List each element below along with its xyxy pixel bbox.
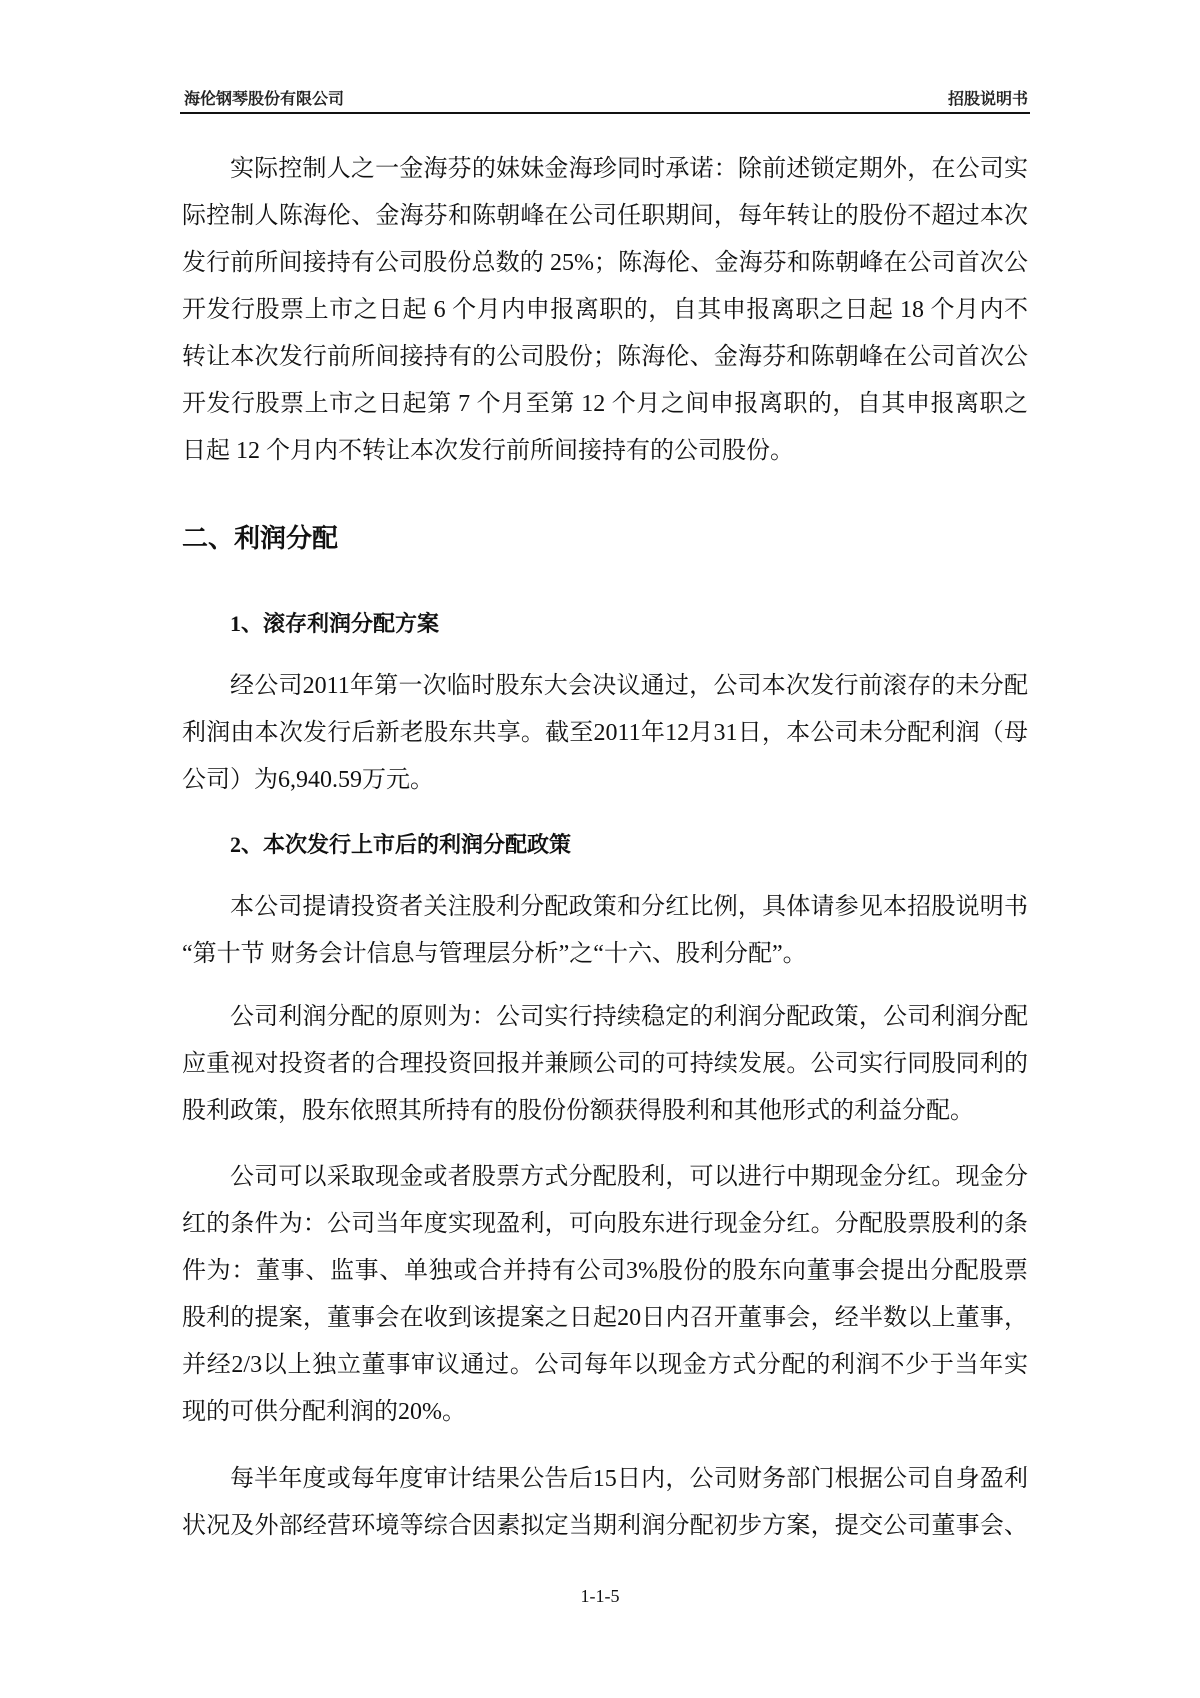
paragraph-refer bbox=[182, 884, 1028, 978]
text-line: “第十节 财务会计信息与管理层分析”之“十六、股利分配”。 bbox=[182, 941, 807, 967]
paragraph-principle bbox=[182, 994, 1028, 1135]
paragraph-procedure bbox=[182, 1456, 1028, 1550]
text-line: 股利政策，股东依照其所持有的股份份额获得股利和其他形式的利益分配。 bbox=[182, 1098, 974, 1124]
text-line: 现的可供分配利润的20%。 bbox=[182, 1399, 466, 1425]
text-line: 开发行股票上市之日起 6 个月内申报离职的，自其申报离职之日起 18 个月内不 bbox=[182, 297, 1028, 323]
text-line: 际控制人陈海伦、金海芬和陈朝峰在公司任职期间，每年转让的股份不超过本次 bbox=[182, 203, 1028, 229]
text-line: 公司）为6,940.59万元。 bbox=[182, 767, 434, 793]
section-heading: 二、利润分配 bbox=[182, 524, 339, 553]
text-line: 日起 12 个月内不转让本次发行前所间接持有的公司股份。 bbox=[182, 438, 794, 464]
text-line: 开发行股票上市之日起第 7 个月至第 12 个月之间申报离职的，自其申报离职之 bbox=[182, 391, 1028, 417]
text-line: 公司利润分配的原则为：公司实行持续稳定的利润分配政策，公司利润分配 bbox=[230, 1004, 1028, 1030]
text-line: 并经2/3以上独立董事审议通过。公司每年以现金方式分配的利润不少于当年实 bbox=[182, 1352, 1028, 1378]
text-line: 应重视对投资者的合理投资回报并兼顾公司的可持续发展。公司实行同股同利的 bbox=[182, 1051, 1028, 1077]
text-line: 件为：董事、监事、单独或合并持有公司3%股份的股东向董事会提出分配股票 bbox=[182, 1258, 1028, 1284]
text-line: 实际控制人之一金海芬的妹妹金海珍同时承诺：除前述锁定期外，在公司实 bbox=[230, 156, 1028, 182]
text-line: 本公司提请投资者关注股利分配政策和分红比例，具体请参见本招股说明书 bbox=[230, 894, 1028, 920]
subheading-dividend-policy: 2、本次发行上市后的利润分配政策 bbox=[230, 832, 572, 857]
page-number: 1-1-5 bbox=[580, 1586, 620, 1606]
text-line: 状况及外部经营环境等综合因素拟定当期利润分配初步方案，提交公司董事会、 bbox=[182, 1513, 1028, 1539]
header-company-name: 海伦钢琴股份有限公司 bbox=[184, 91, 345, 108]
text-line: 经公司2011年第一次临时股东大会决议通过，公司本次发行前滚存的未分配 bbox=[230, 673, 1028, 699]
header-document-type: 招股说明书 bbox=[947, 91, 1028, 108]
paragraph-lockup-commitment bbox=[182, 146, 1028, 475]
text-line: 每半年度或每年度审计结果公告后15日内，公司财务部门根据公司自身盈利 bbox=[230, 1466, 1028, 1492]
paragraph-retained-profit bbox=[182, 663, 1028, 804]
paragraph-methods bbox=[182, 1154, 1028, 1436]
text-line: 红的条件为：公司当年度实现盈利，可向股东进行现金分红。分配股票股利的条 bbox=[182, 1211, 1028, 1237]
text-line: 转让本次发行前所间接持有的公司股份；陈海伦、金海芬和陈朝峰在公司首次公 bbox=[182, 344, 1028, 370]
header-divider bbox=[180, 112, 1030, 114]
text-line: 公司可以采取现金或者股票方式分配股利，可以进行中期现金分红。现金分 bbox=[230, 1164, 1028, 1190]
subheading-retained-profit: 1、滚存利润分配方案 bbox=[230, 611, 440, 636]
text-line: 股利的提案，董事会在收到该提案之日起20日内召开董事会，经半数以上董事， bbox=[182, 1305, 1028, 1331]
text-line: 利润由本次发行后新老股东共享。截至2011年12月31日，本公司未分配利润（母 bbox=[182, 720, 1028, 746]
text-line: 发行前所间接持有公司股份总数的 25%；陈海伦、金海芬和陈朝峰在公司首次公 bbox=[182, 250, 1028, 276]
